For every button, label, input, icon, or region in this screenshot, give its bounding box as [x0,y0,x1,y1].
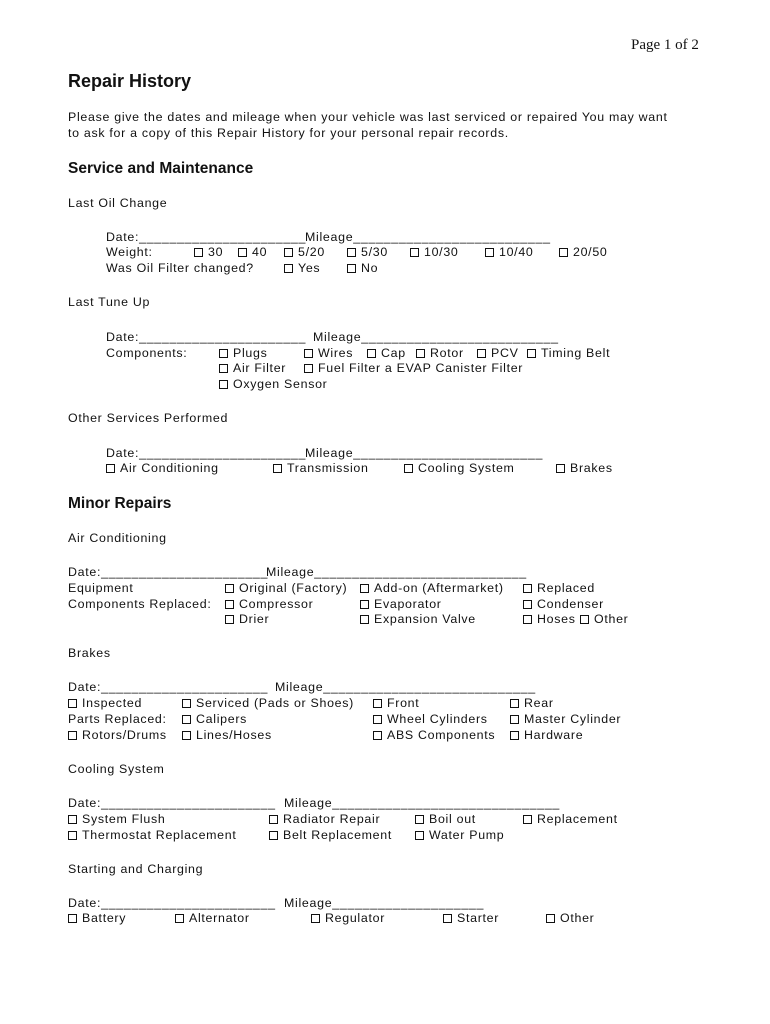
parts-replaced-label: Parts Replaced: [68,712,167,726]
wires-checkbox[interactable] [304,346,353,360]
checkbox-label: 40 [252,245,268,259]
checkbox-icon [373,699,382,708]
checkbox-label: ABS Components [387,728,496,742]
checkbox-icon [367,349,376,358]
checkbox-label: Calipers [196,712,248,726]
tune-date-field[interactable]: Date:______________________ [106,330,307,344]
replaced-checkbox[interactable] [523,581,595,595]
checkbox-label: Rotor [430,346,464,360]
checkbox-icon [360,600,369,609]
checkbox-icon [443,914,452,923]
checkbox-label: Wheel Cylinders [387,712,488,726]
checkbox-icon [225,600,234,609]
checkbox-label: Expansion Valve [374,612,476,626]
tune-mileage-field[interactable]: Mileage__________________________ [313,330,559,344]
weight-5-20-checkbox[interactable] [284,245,325,259]
cooling-system-checkbox[interactable] [404,461,515,475]
checkbox-label: 10/40 [499,245,534,259]
checkbox-label: Battery [82,911,127,925]
checkbox-icon [556,464,565,473]
checkbox-label: PCV [491,346,519,360]
checkbox-label: Other [594,612,629,626]
air-conditioning-checkbox[interactable] [106,461,219,475]
checkbox-icon [523,815,532,824]
oil-change-label: Last Oil Change [68,196,168,210]
checkbox-icon [523,600,532,609]
minor-repairs-heading: Minor Repairs [68,495,172,512]
other-services-label: Other Services Performed [68,411,229,425]
oil-mileage-field[interactable]: Mileage__________________________ [305,230,551,244]
checkbox-icon [347,264,356,273]
checkbox-icon [269,831,278,840]
checkbox-icon [477,349,486,358]
components-replaced-label: Components Replaced: [68,597,212,611]
checkbox-icon [360,584,369,593]
checkbox-label: Rear [524,696,554,710]
oil-filter-no-checkbox[interactable] [347,261,378,275]
checkbox-label: Serviced (Pads or Shoes) [196,696,354,710]
checkbox-icon [68,699,77,708]
weight-20-50-checkbox[interactable] [559,245,608,259]
checkbox-icon [68,914,77,923]
checkbox-label: Inspected [82,696,143,710]
checkbox-label: Wires [318,346,354,360]
checkbox-label: Transmission [287,461,369,475]
checkbox-label: Hoses [537,612,576,626]
checkbox-label: Alternator [189,911,250,925]
weight-40-checkbox[interactable] [238,245,267,259]
checkbox-label: System Flush [82,812,166,826]
cap-checkbox[interactable] [367,346,406,360]
brakes-checkbox[interactable] [556,461,613,475]
checkbox-icon [219,380,228,389]
checkbox-icon [527,349,536,358]
battery-checkbox[interactable] [68,911,126,925]
checkbox-label: Plugs [233,346,268,360]
ac-mileage-field[interactable]: Mileage____________________________ [266,565,527,579]
checkbox-label: Air Filter [233,361,287,375]
checkbox-icon [510,699,519,708]
checkbox-label: 5/20 [298,245,325,259]
checkbox-icon [546,914,555,923]
air-filter-checkbox[interactable] [219,361,286,375]
checkbox-icon [304,349,313,358]
belt-replacement-checkbox[interactable] [269,828,392,842]
checkbox-icon [68,815,77,824]
checkbox-label: Boil out [429,812,476,826]
checkbox-icon [68,731,77,740]
brakes-date-field[interactable]: Date:______________________ [68,680,269,694]
cooling-mileage-field[interactable]: Mileage______________________________ [284,796,561,810]
checkbox-icon [304,364,313,373]
ac-other-checkbox[interactable] [580,612,629,626]
checkbox-label: Fuel Filter a EVAP Canister Filter [318,361,524,375]
oxygen-sensor-checkbox[interactable] [219,377,328,391]
front-checkbox[interactable] [373,696,419,710]
checkbox-label: Master Cylinder [524,712,622,726]
weight-5-30-checkbox[interactable] [347,245,388,259]
starting-date-field[interactable]: Date:_______________________ [68,896,276,910]
checkbox-icon [68,831,77,840]
starter-checkbox[interactable] [443,911,499,925]
checkbox-label: Condenser [537,597,604,611]
lines-hoses-checkbox[interactable] [182,728,272,742]
checkbox-icon [373,731,382,740]
brakes-mileage-field[interactable]: Mileage____________________________ [275,680,536,694]
timing-belt-checkbox[interactable] [527,346,610,360]
condenser-checkbox[interactable] [523,597,604,611]
calipers-checkbox[interactable] [182,712,247,726]
oil-date-field[interactable]: Date:______________________ [106,230,307,244]
alternator-checkbox[interactable] [175,911,250,925]
rear-checkbox[interactable] [510,696,554,710]
checkbox-icon [238,248,247,257]
checkbox-label: 20/50 [573,245,608,259]
tune-up-label: Last Tune Up [68,295,151,309]
checkbox-label: Replacement [537,812,618,826]
checkbox-icon [410,248,419,257]
checkbox-icon [219,349,228,358]
starting-other-checkbox[interactable] [546,911,595,925]
service-heading: Service and Maintenance [68,160,254,177]
thermostat-replacement-checkbox[interactable] [68,828,237,842]
add-on-checkbox[interactable] [360,581,504,595]
equipment-label: Equipment [68,581,134,595]
intro-line-1: Please give the dates and mileage when your vehicle was last serviced or repaired You may want [68,110,668,124]
checkbox-label: Cooling System [418,461,515,475]
replacement-checkbox[interactable] [523,812,618,826]
cooling-date-field[interactable]: Date:_______________________ [68,796,276,810]
checkbox-icon [559,248,568,257]
checkbox-label: Evaporator [374,597,442,611]
checkbox-icon [225,584,234,593]
checkbox-label: Starter [457,911,500,925]
checkbox-icon [269,815,278,824]
checkbox-label: Belt Replacement [283,828,393,842]
water-pump-checkbox[interactable] [415,828,504,842]
checkbox-icon [580,615,589,624]
checkbox-label: Cap [381,346,406,360]
rotor-checkbox[interactable] [416,346,464,360]
checkbox-label: Air Conditioning [120,461,219,475]
weight-10-30-checkbox[interactable] [410,245,459,259]
oil-filter-question: Was Oil Filter changed? [106,261,254,275]
brakes-label: Brakes [68,646,111,660]
checkbox-label: Rotors/Drums [82,728,167,742]
expansion-valve-checkbox[interactable] [360,612,476,626]
weight-30-checkbox[interactable] [194,245,223,259]
starting-mileage-field[interactable]: Mileage____________________ [284,896,485,910]
starting-charging-label: Starting and Charging [68,862,204,876]
fuel-filter-checkbox[interactable] [304,361,523,375]
checkbox-icon [182,715,191,724]
checkbox-icon [415,815,424,824]
checkbox-label: Other [560,911,595,925]
page-number: Page 1 of 2 [631,37,699,53]
checkbox-label: Regulator [325,911,386,925]
page-title: Repair History [68,71,192,91]
checkbox-icon [194,248,203,257]
checkbox-label: Brakes [570,461,613,475]
checkbox-icon [523,615,532,624]
ac-date-field[interactable]: Date:______________________ [68,565,269,579]
checkbox-label: Oxygen Sensor [233,377,328,391]
checkbox-icon [182,699,191,708]
checkbox-icon [523,584,532,593]
checkbox-icon [485,248,494,257]
wheel-cylinders-checkbox[interactable] [373,712,488,726]
abs-components-checkbox[interactable] [373,728,495,742]
drier-checkbox[interactable] [225,612,269,626]
weight-10-40-checkbox[interactable] [485,245,534,259]
checkbox-label: Lines/Hoses [196,728,272,742]
components-label: Components: [106,346,188,360]
checkbox-icon [510,715,519,724]
rotors-drums-checkbox[interactable] [68,728,167,742]
hardware-checkbox[interactable] [510,728,583,742]
checkbox-label: Yes [298,261,321,275]
inspected-checkbox[interactable] [68,696,142,710]
checkbox-label: Replaced [537,581,595,595]
master-cylinder-checkbox[interactable] [510,712,621,726]
plugs-checkbox[interactable] [219,346,268,360]
checkbox-icon [284,248,293,257]
hoses-checkbox[interactable] [523,612,576,626]
checkbox-icon [175,914,184,923]
checkbox-label: Front [387,696,420,710]
checkbox-icon [404,464,413,473]
checkbox-label: Timing Belt [541,346,611,360]
checkbox-label: 10/30 [424,245,459,259]
other-date-field[interactable]: Date:______________________ [106,446,307,460]
checkbox-icon [373,715,382,724]
checkbox-icon [219,364,228,373]
checkbox-label: Water Pump [429,828,505,842]
checkbox-label: Thermostat Replacement [82,828,237,842]
checkbox-icon [284,264,293,273]
weight-label: Weight: [106,245,153,259]
radiator-repair-checkbox[interactable] [269,812,380,826]
original-factory-checkbox[interactable] [225,581,347,595]
checkbox-label: Add-on (Aftermarket) [374,581,504,595]
checkbox-label: Compressor [239,597,314,611]
system-flush-checkbox[interactable] [68,812,165,826]
oil-filter-yes-checkbox[interactable] [284,261,320,275]
checkbox-label: Drier [239,612,270,626]
other-mileage-field[interactable]: Mileage_________________________ [305,446,544,460]
checkbox-icon [510,731,519,740]
ac-label: Air Conditioning [68,531,167,545]
checkbox-icon [416,349,425,358]
evaporator-checkbox[interactable] [360,597,442,611]
checkbox-label: No [361,261,379,275]
transmission-checkbox[interactable] [273,461,369,475]
serviced-checkbox[interactable] [182,696,354,710]
compressor-checkbox[interactable] [225,597,313,611]
intro-line-2: to ask for a copy of this Repair History for your personal repair records. [68,126,509,140]
checkbox-label: Original (Factory) [239,581,348,595]
pcv-checkbox[interactable] [477,346,519,360]
checkbox-label: 30 [208,245,224,259]
checkbox-icon [273,464,282,473]
regulator-checkbox[interactable] [311,911,385,925]
checkbox-icon [225,615,234,624]
checkbox-label: 5/30 [361,245,388,259]
checkbox-icon [182,731,191,740]
cooling-label: Cooling System [68,762,165,776]
checkbox-icon [106,464,115,473]
checkbox-label: Radiator Repair [283,812,381,826]
checkbox-icon [347,248,356,257]
boil-out-checkbox[interactable] [415,812,476,826]
checkbox-icon [360,615,369,624]
checkbox-label: Hardware [524,728,584,742]
checkbox-icon [415,831,424,840]
checkbox-icon [311,914,320,923]
